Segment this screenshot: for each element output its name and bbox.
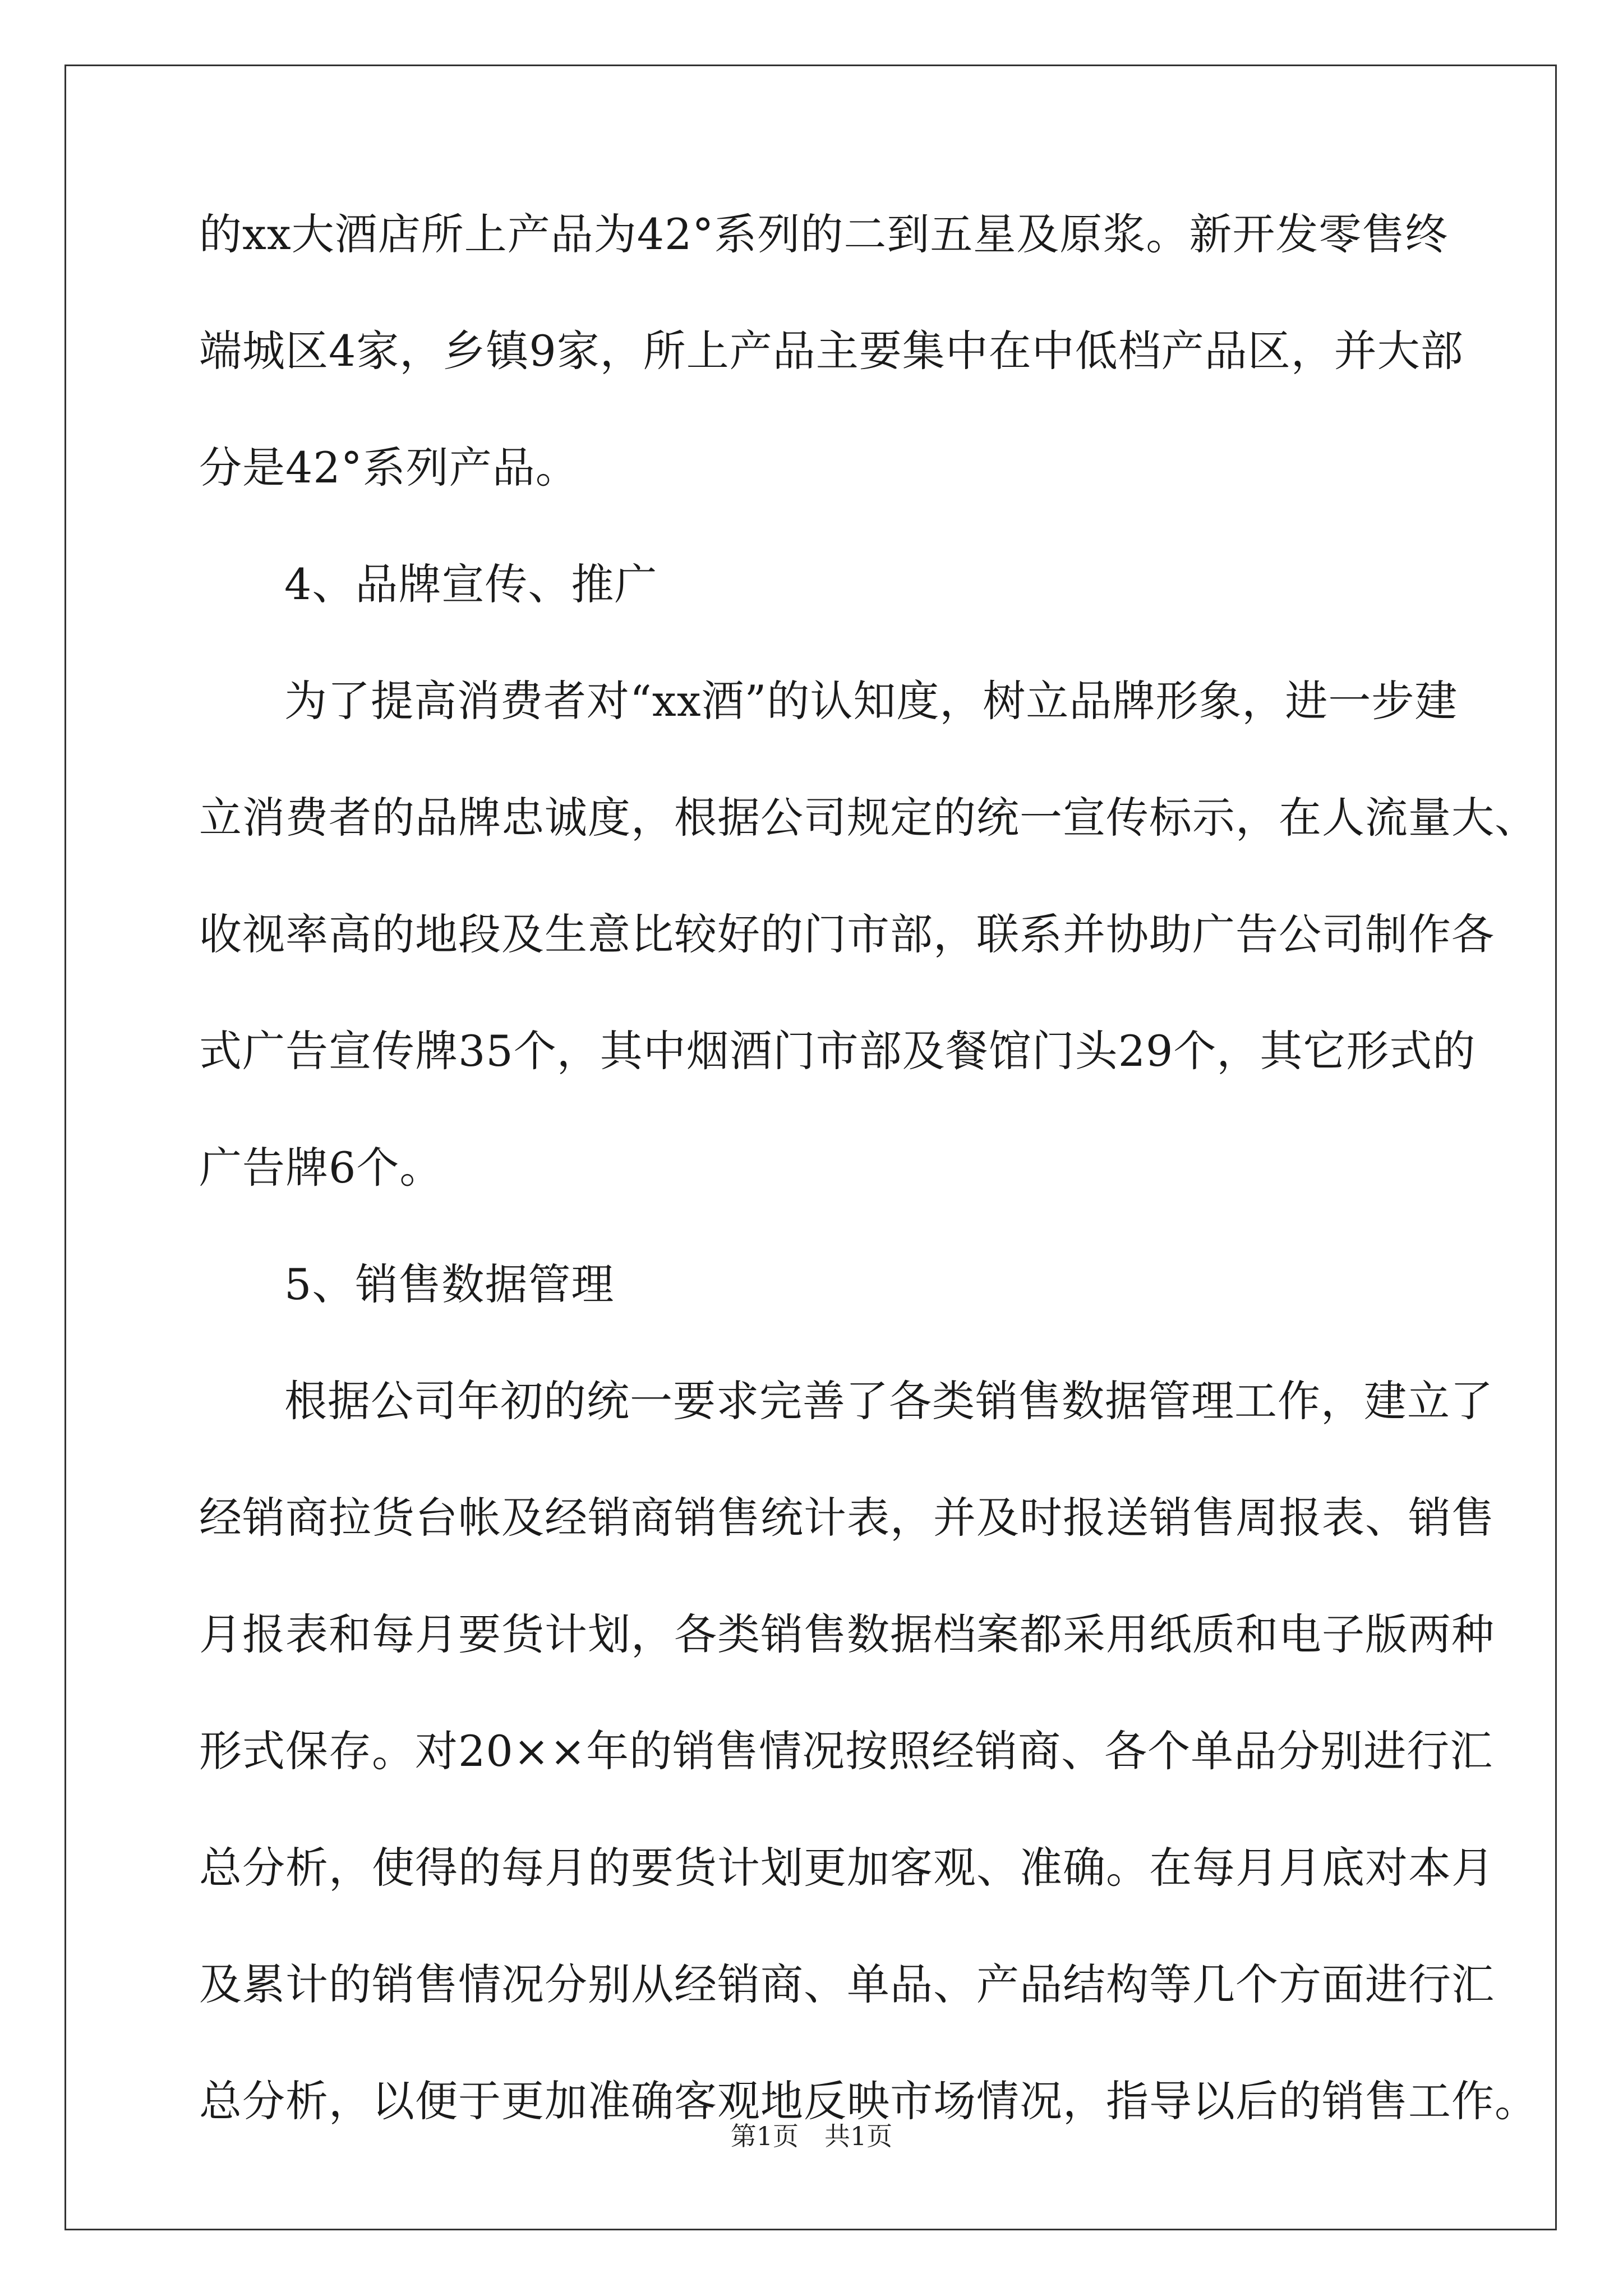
body-line: 经销商拉货台帐及经销商销售统计表，并及时报送销售周报表、销售 bbox=[199, 1493, 1495, 1543]
body-line: 总分析，使得的每月的要货计划更加客观、准确。在每月月底对本月 bbox=[199, 1843, 1495, 1893]
paragraph-first-line: 根据公司年初的统一要求完善了各类销售数据管理工作，建立了 bbox=[284, 1376, 1493, 1426]
document-body bbox=[199, 209, 1538, 2197]
body-line: 总分析，以便于更加准确客观地反映市场情况，指导以后的销售工作。 bbox=[199, 2076, 1538, 2126]
body-line: 广告牌6个。 bbox=[199, 1143, 443, 1193]
body-line: 端城区4家，乡镇9家，所上产品主要集中在中低档产品区，并大部 bbox=[199, 326, 1464, 376]
body-line: 立消费者的品牌忠诚度，根据公司规定的统一宣传标示，在人流量大、 bbox=[199, 793, 1538, 843]
body-line: 的xx大酒店所上产品为42°系列的二到五星及原浆。新开发零售终 bbox=[199, 209, 1449, 259]
body-line: 收视率高的地段及生意比较好的门市部，联系并协助广告公司制作各 bbox=[199, 909, 1495, 959]
section-heading-sales-data: 5、销售数据管理 bbox=[284, 1259, 615, 1309]
body-line: 式广告宣传牌35个，其中烟酒门市部及餐馆门头29个，其它形式的 bbox=[199, 1026, 1476, 1076]
body-line: 形式保存。对20××年的销售情况按照经销商、各个单品分别进行汇 bbox=[199, 1726, 1493, 1776]
page-number-footer: 第1页 共1页 bbox=[730, 2121, 893, 2151]
body-line: 及累计的销售情况分别从经销商、单品、产品结构等几个方面进行汇 bbox=[199, 1959, 1495, 2009]
section-heading-brand-promotion: 4、品牌宣传、推广 bbox=[284, 559, 658, 609]
paragraph-first-line: 为了提高消费者对“xx酒”的认知度，树立品牌形象，进一步建 bbox=[284, 676, 1458, 726]
body-line: 月报表和每月要货计划，各类销售数据档案都采用纸质和电子版两种 bbox=[199, 1609, 1495, 1659]
body-line: 分是42°系列产品。 bbox=[199, 443, 579, 493]
